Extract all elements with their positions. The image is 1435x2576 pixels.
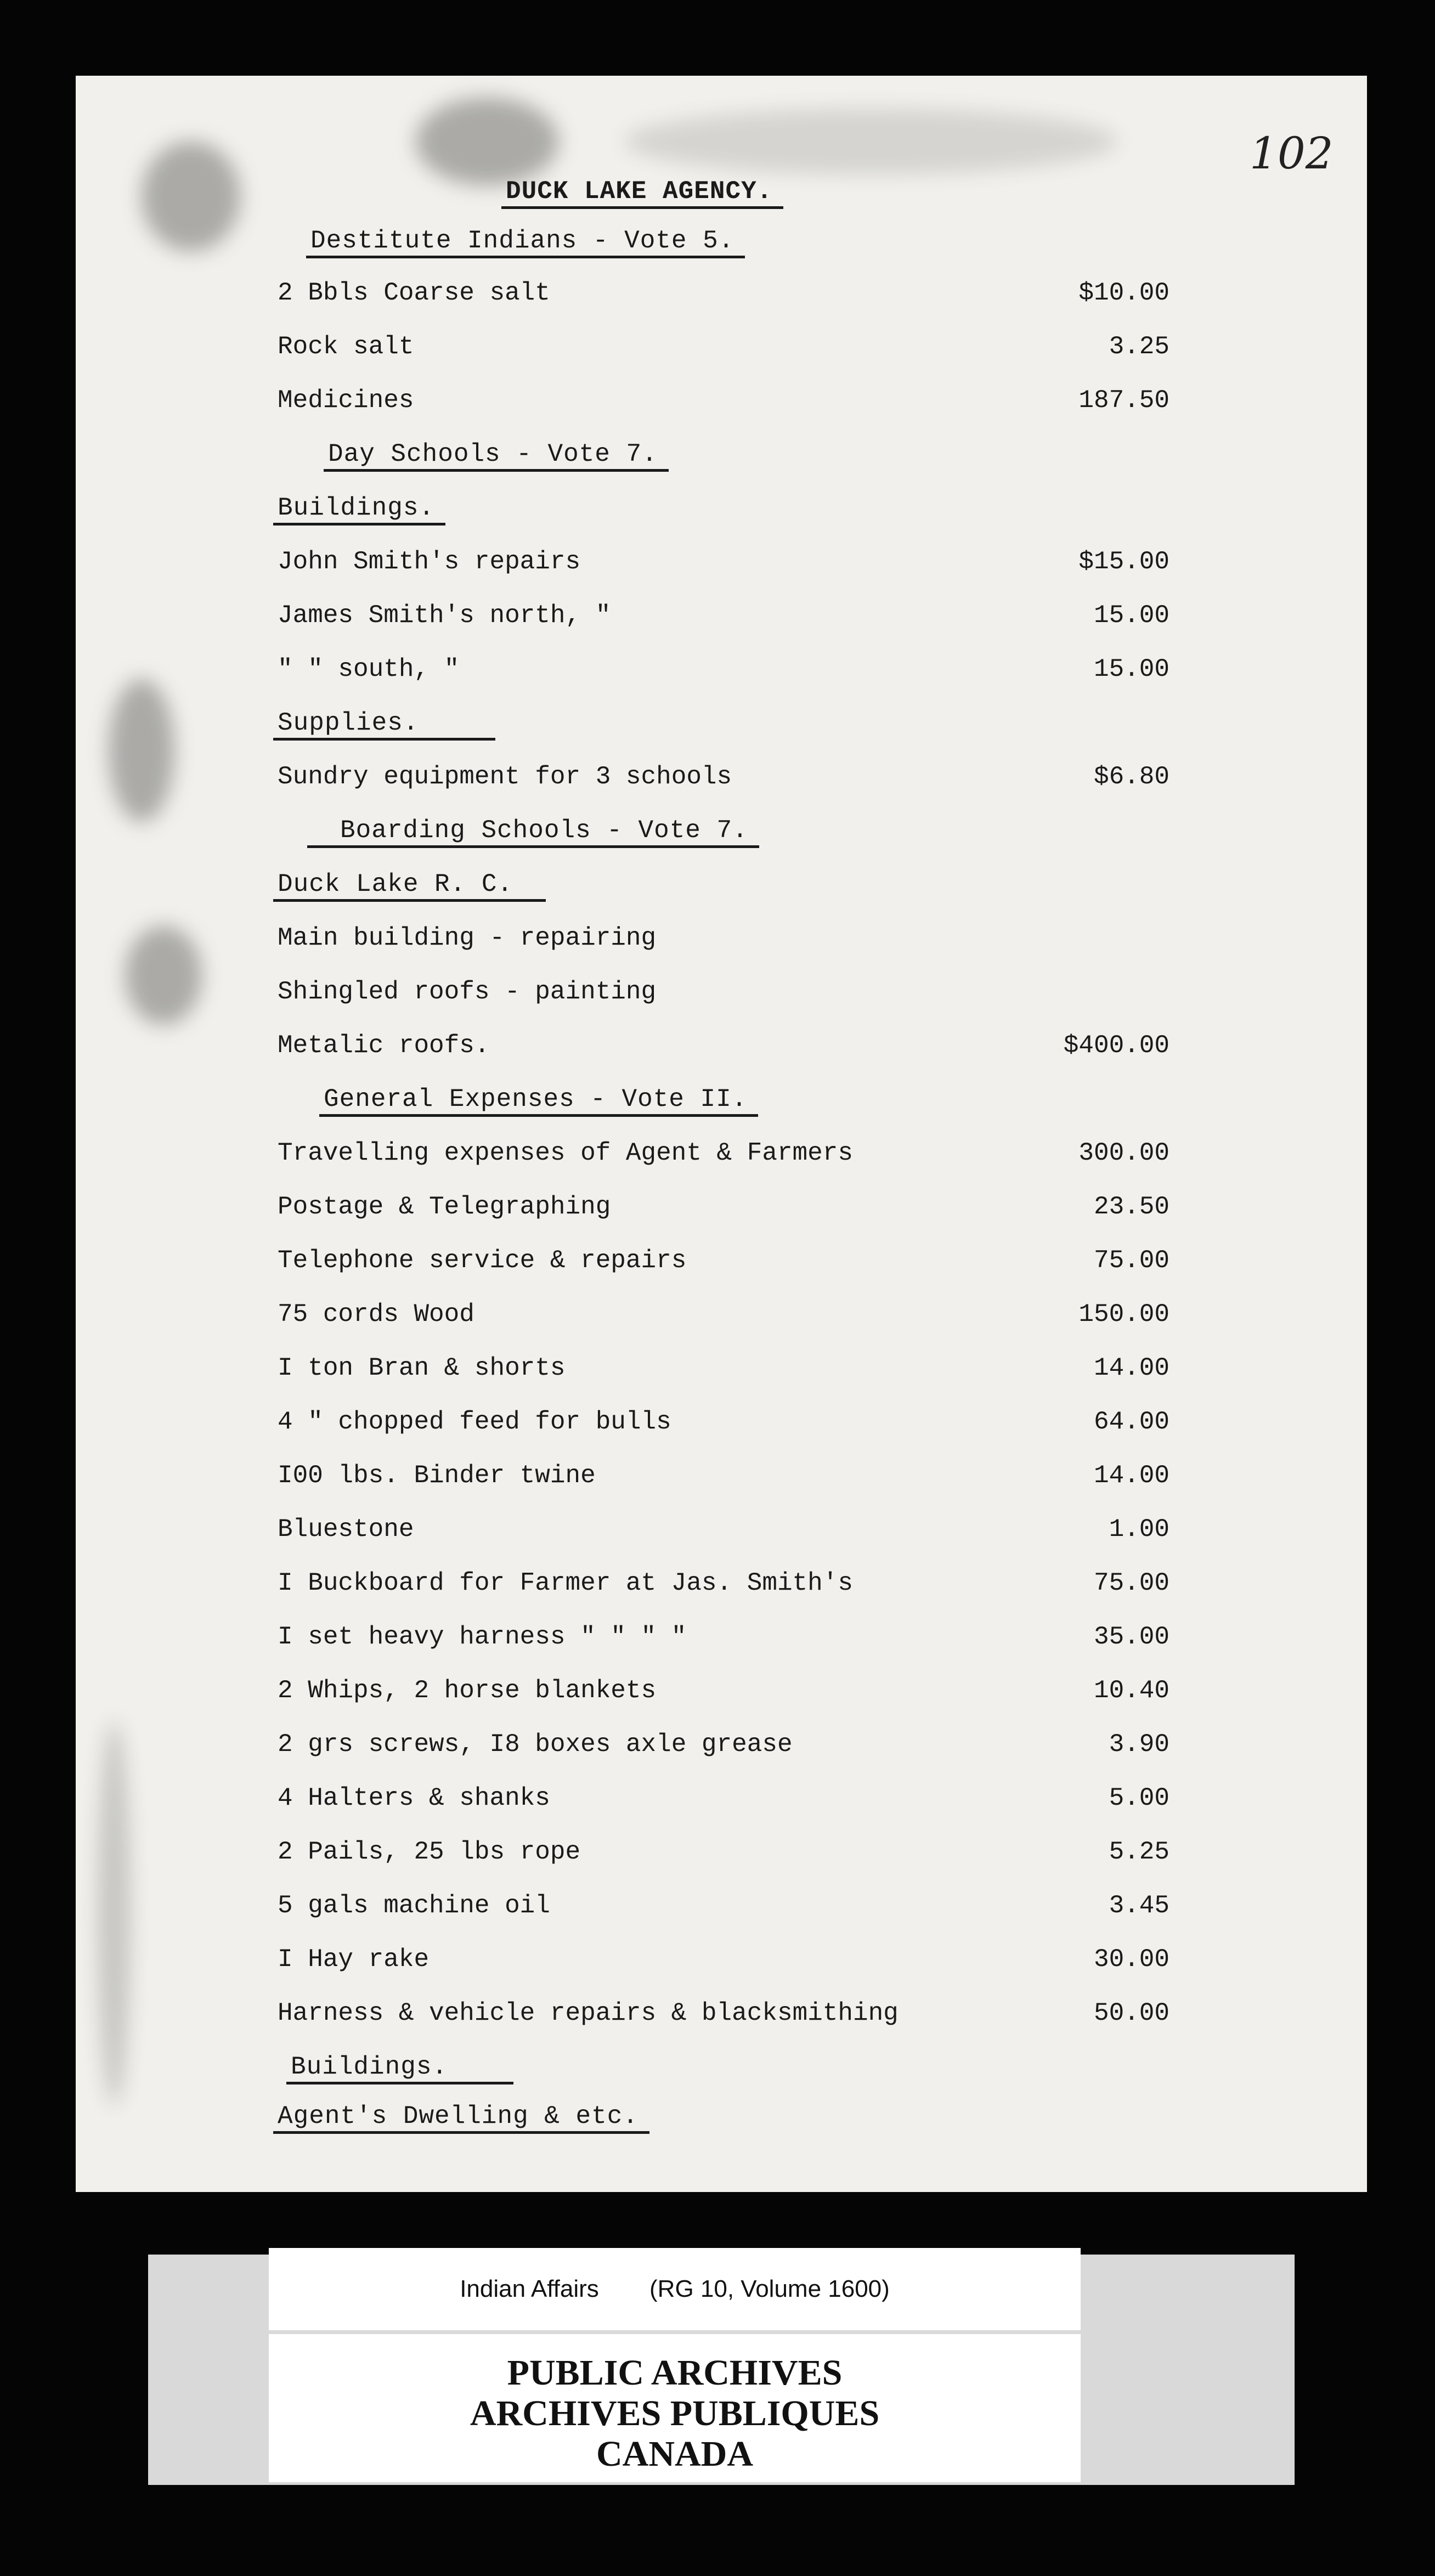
line-item-amount: 3.90	[1109, 1730, 1170, 1759]
line-item-amount: 3.45	[1109, 1891, 1170, 1920]
line-item-amount: $15.00	[1078, 547, 1170, 576]
line-item-amount: 64.00	[1093, 1408, 1170, 1436]
line-item-desc: 75 cords Wood	[278, 1300, 474, 1329]
archive-stamp	[269, 2334, 1081, 2482]
line-item-desc: Telephone service & repairs	[278, 1246, 687, 1275]
subsection-duck-lake-rc: Duck Lake R. C.	[278, 870, 513, 899]
line-item-desc: Shingled roofs - painting	[278, 978, 657, 1006]
line-item-amount: 187.50	[1078, 386, 1170, 415]
line-item-desc: I Buckboard for Farmer at Jas. Smith's	[278, 1569, 853, 1597]
line-item-amount: 300.00	[1078, 1139, 1170, 1167]
line-item-desc: Bluestone	[278, 1515, 414, 1544]
section-general-expenses: General Expenses - Vote II.	[324, 1085, 747, 1114]
line-item-desc: 2 grs screws, I8 boxes axle grease	[278, 1730, 793, 1759]
line-item-desc: I00 lbs. Binder twine	[278, 1461, 596, 1490]
line-item-desc: 5 gals machine oil	[278, 1891, 550, 1920]
archive-line-1: PUBLIC ARCHIVES	[507, 2353, 843, 2393]
line-item-desc: Sundry equipment for 3 schools	[278, 762, 732, 791]
line-item-amount: $10.00	[1078, 279, 1170, 307]
line-item-desc: Medicines	[278, 386, 414, 415]
subsection-agents-dwelling: Agent's Dwelling & etc.	[278, 2102, 639, 2131]
line-item-desc: 2 Whips, 2 horse blankets	[278, 1676, 657, 1705]
line-item-desc: Main building - repairing	[278, 924, 657, 952]
line-item-amount: 15.00	[1093, 655, 1170, 683]
ink-stain	[125, 926, 202, 1025]
section-destitute: Destitute Indians - Vote 5.	[310, 227, 734, 255]
ink-stain	[109, 679, 174, 822]
line-item-desc: I ton Bran & shorts	[278, 1354, 566, 1382]
line-item-amount: 75.00	[1093, 1246, 1170, 1275]
line-item-desc: 4 " chopped feed for bulls	[278, 1408, 671, 1436]
subsection-supplies: Supplies.	[278, 709, 419, 737]
line-item-amount: 5.00	[1109, 1784, 1170, 1812]
line-item-amount: $6.80	[1093, 762, 1170, 791]
line-item-amount: $400.00	[1063, 1031, 1170, 1060]
ink-stain	[142, 142, 240, 251]
document-page	[76, 76, 1367, 2192]
line-item-desc: John Smith's repairs	[278, 547, 581, 576]
page-number: 102	[1250, 128, 1334, 179]
ink-stain	[98, 1721, 131, 2105]
line-item-desc: Harness & vehicle repairs & blacksmithing	[278, 1999, 899, 2027]
archive-line-3: CANADA	[596, 2434, 753, 2474]
subsection-buildings: Buildings.	[278, 494, 434, 522]
archive-reference-label	[269, 2248, 1081, 2330]
collection-reference: (RG 10, Volume 1600)	[649, 2275, 890, 2302]
archive-line-2: ARCHIVES PUBLIQUES	[470, 2393, 880, 2433]
section-boarding-schools: Boarding Schools - Vote 7.	[340, 816, 748, 845]
line-item-desc: Rock salt	[278, 332, 414, 361]
line-item-amount: 35.00	[1093, 1623, 1170, 1651]
line-item-amount: 150.00	[1078, 1300, 1170, 1329]
line-item-amount: 3.25	[1109, 332, 1170, 361]
collection-name: Indian Affairs	[460, 2275, 599, 2302]
line-item-desc: James Smith's north, "	[278, 601, 611, 630]
line-item-desc: 4 Halters & shanks	[278, 1784, 550, 1812]
line-item-amount: 30.00	[1093, 1945, 1170, 1974]
ink-stain	[624, 109, 1118, 174]
line-item-desc: 2 Bbls Coarse salt	[278, 279, 550, 307]
line-item-amount: 50.00	[1093, 1999, 1170, 2027]
line-item-amount: 1.00	[1109, 1515, 1170, 1544]
line-item-amount: 14.00	[1093, 1354, 1170, 1382]
line-item-desc: I set heavy harness " " " "	[278, 1623, 687, 1651]
line-item-desc: Postage & Telegraphing	[278, 1193, 611, 1221]
line-item-desc: I Hay rake	[278, 1945, 430, 1974]
subsection-gen-buildings: Buildings.	[291, 2053, 448, 2081]
line-item-desc: " " south, "	[278, 655, 460, 683]
section-day-schools: Day Schools - Vote 7.	[328, 440, 658, 468]
line-item-amount: 14.00	[1093, 1461, 1170, 1490]
page-title: DUCK LAKE AGENCY.	[506, 177, 772, 206]
line-item-desc: Metalic roofs.	[278, 1031, 490, 1060]
line-item-amount: 23.50	[1093, 1193, 1170, 1221]
line-item-amount: 75.00	[1093, 1569, 1170, 1597]
line-item-desc: 2 Pails, 25 lbs rope	[278, 1838, 581, 1866]
ink-stain	[416, 98, 558, 185]
line-item-amount: 10.40	[1093, 1676, 1170, 1705]
line-item-desc: Travelling expenses of Agent & Farmers	[278, 1139, 853, 1167]
line-item-amount: 5.25	[1109, 1838, 1170, 1866]
line-item-amount: 15.00	[1093, 601, 1170, 630]
